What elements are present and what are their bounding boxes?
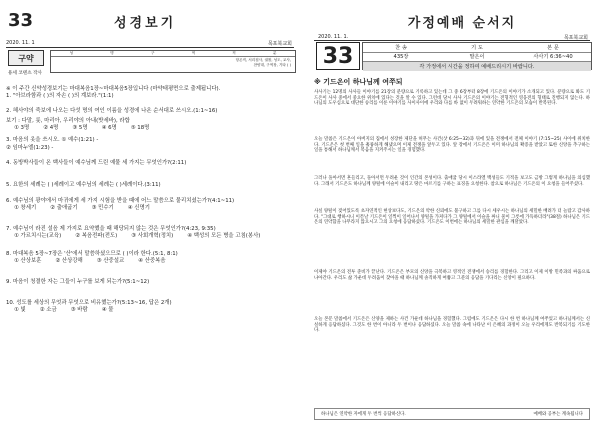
answer-option[interactable]: ③ 사회개혁(정치): [131, 233, 174, 239]
issue-number: 33: [8, 10, 34, 31]
question-item: [6, 160, 296, 167]
answer-option[interactable]: ① 빛: [14, 307, 26, 313]
sermon-paragraph: 사사기는 12명의 사사들 이야기를 21장의 분량으로 기록하고 있는데 그 중 6장부터 8장에 기드온의 이야기가 소개되고 있다. 분량으로 봐도 기드온이 사사 중에서 중요한 위치에 있다는 것을 알 수 있다. 그런데 당시 사사 기드온의 이야기는 전형적인 영웅전의 형태로 진행되지 않는다. 하나님의 도우심으로 대단한 승리를 이룬 이야기를 사이사이에 우리와 다를 바 없이 두려워하는 연약한 기드온의 모습이 반복된다.: [314, 90, 590, 107]
sermon-paragraph: 오늘 본문 말씀에서 기드온은 산양을 제하는 사건 가운데 하나님을 경험했다. 그럼에도 기드온은 다시 한 번 하나님께 여쭈었고 하나님께서는 신실하게 응답하셨다. 그것도 한 번이 아니라 두 번이나 응답하셨다. 오늘 말씀 속에 나타난 이 은혜의 과정이 오늘 우리에게도 반복되기를 기도한다.: [314, 317, 590, 334]
footer-left: 하나님은 연약한 자에게 두 번씩 응답하신다.: [321, 412, 406, 417]
sermon-heading: ※ 기드온이 하나님께 여쭈되: [314, 78, 403, 86]
option-row: [6, 233, 296, 240]
question-text: 8. 마대복음 5장~7장은 '산'에서 말씀하셨으므로 ( )이라 한다.(5:1, 8:1): [6, 251, 178, 257]
table-header: 분: [272, 51, 277, 55]
answer-option[interactable]: ③ 산중설교: [96, 258, 125, 264]
option-row: [6, 125, 296, 132]
answer-option[interactable]: ④ 산중복음: [138, 258, 166, 264]
date: 2020. 11. 1: [6, 40, 35, 46]
table-header: 구: [150, 51, 155, 55]
question-item: [6, 108, 296, 115]
question-text: 6. 예수님의 광야에서 마귀에게 세 가지 시험을 받을 때에 어느 말씀으로 물리치셨는가?(4:1~11): [6, 198, 235, 204]
answer-option[interactable]: ④ 신명기: [127, 205, 150, 211]
sermon-paragraph: 사실 양털이 젖어있도록 초자연적인 현상보다도, 기드온의 약한 신뢰에도 불구하고 그를 다시 세우시는 하나님의 세밀한 배려가 더 놀랍고 감사하다. "그대로 행하시니 이튿날 기드온이 일찍이 일어나서 양털을 가져다가 그 양털에서 이슬을 짜니 물이 그릇에 가득하더라"(38절) 하나님은 기드온의 연약함을 나무라지 않으시고 그의 요청에 응답하셨다. 기드온도 이번에는 하나님의 세밀한 관심을 깨달았다.: [314, 209, 590, 226]
issue-number: 33: [316, 42, 360, 70]
divider: [6, 47, 294, 48]
question-text: 2. 헤사야의 죽보에 나오는 다섯 명의 여인 이름을 성경에 나온 순서대로 쓰시오.(1:1~16): [6, 108, 218, 114]
question-text: 7. 예수님이 라진 설음 제 가지로 요약했을 때 해당되지 않는 것은 무엇인가?(4:23, 9:35): [6, 226, 216, 232]
question-item: [6, 300, 296, 314]
answer-option[interactable]: ④ 물: [101, 307, 114, 313]
answer-option[interactable]: ③ 바람: [70, 307, 88, 313]
question-item: [6, 251, 296, 265]
question-item: [6, 226, 296, 240]
answer-option[interactable]: ① 가르치시는(교육): [14, 233, 62, 239]
prayer-value: 말은이: [469, 54, 485, 61]
page-title: 성경보기: [114, 16, 177, 31]
question-item: [6, 145, 296, 152]
table-note: 각 가정에서 시간을 정하여 예배드리시기 바랍니다.: [419, 63, 535, 70]
question-item: [6, 93, 296, 100]
option-row: [6, 258, 296, 265]
table-row: 찬양대, 구역장, 기타 ( ): [253, 63, 291, 67]
sermon-paragraph: 오늘 말씀은 기드온이 아버지의 집에서 성장한 제단을 허무는 사건(삿 6:25~32)과 뒤에 있을 전쟁에서 전체 이야기 (7:15~25) 사이에 위치한다. 기드온은 첫 번째 일을 훌륭하게 해냈으며 이제 전쟁을 앞두고 있다. 앞 장에서 기드온은 이미 하나님의 확증을 받았고 또한 신앙을 추구하는 일을 통해서 하나님께서 복음을 지켜주시는 일을 경험했다.: [314, 137, 590, 154]
question-item: [6, 182, 296, 189]
table-header: 찬 송: [395, 44, 407, 51]
answer-option[interactable]: ① 창세기: [14, 205, 37, 211]
answer-option[interactable]: ② 출애굽기: [50, 205, 78, 211]
question-text: 1. "아브라함과 ( )의 자손 ( )의 계보라."(1:1): [6, 93, 114, 99]
answer-option[interactable]: ⑤ 18명: [130, 125, 150, 131]
footer-banner: [314, 408, 590, 420]
page-title: 가정예배 순서지: [407, 16, 517, 31]
answer-option[interactable]: ② 소금: [39, 307, 57, 313]
testament-badge: 구약: [8, 50, 44, 66]
question-text: 보기 : 다말, 룻, 마리아, 우리야의 아내(밧세바), 라합: [6, 118, 130, 124]
answer-option[interactable]: ② 4명: [43, 125, 59, 131]
table-header: 기 도: [471, 44, 483, 51]
church-name: 목포북교회: [267, 41, 292, 47]
answer-option[interactable]: ② 산상강해: [55, 258, 83, 264]
answer-option[interactable]: ③ 5명: [72, 125, 88, 131]
question-item: [6, 279, 296, 286]
answer-option[interactable]: ① 3명: [14, 125, 30, 131]
question-item: [6, 137, 296, 144]
question-text: 3. 마음의 옷을 쓰시오. ① 예수(1:21) -: [6, 137, 99, 143]
question-item: [6, 198, 296, 212]
question-text: 10. 성도를 세상의 무엇과 무엇으로 비유했는가?(5:13~16, 답은 2개): [6, 300, 172, 306]
option-row: [6, 307, 296, 314]
answer-option[interactable]: ④ 6명: [101, 125, 117, 131]
date: 2020. 11. 1.: [318, 34, 349, 40]
option-row: [6, 205, 296, 212]
scripture-value: 사사기 6:36~40: [533, 54, 573, 61]
table-header: 본 문: [547, 44, 559, 51]
worship-order-table: [362, 42, 592, 70]
divider: [314, 40, 590, 41]
answer-option[interactable]: ① 산상보훈: [14, 258, 42, 264]
answer-option[interactable]: ③ 민수기: [91, 205, 114, 211]
scope-note: 용세 코텐츠 작사: [8, 71, 42, 76]
worship-order-page: [300, 0, 600, 424]
question-text: 4. 동방박사들이 온 백사들이 예수님께 드린 예물 세 가지는 무엇인가?(2:11): [6, 160, 187, 166]
church-name: 목포북교회: [563, 35, 588, 41]
answer-option[interactable]: ④ 백성의 모든 병을 고침(봉사): [187, 233, 261, 239]
instruction: ※ 이 주간 신약성경보기는 마대복음1장~마대복음5장입니다 (마약태평면으로 출제됩니다).: [6, 86, 221, 92]
answer-option[interactable]: ② 복음전파(전도): [75, 233, 118, 239]
footer-right: 예배와 공부는 계속됩니다: [533, 412, 583, 417]
table-header: 성: [69, 51, 74, 55]
sermon-paragraph: 이제야 기드온의 전투 준비가 끝난다. 기드온은 부모의 신앙을 극복하고 영적인 전쟁에서 승리를 경험한다. 그리고 이제 이방 민족과의 싸움으로 나아간다. 우리도 삶 가운데 두려움이 찾아올 때 하나님께 솔직하게 여쭙고 그분의 응답을 기다리는 신앙이 필요하다.: [314, 270, 590, 281]
question-text: ② 임마누엘(1:23) -: [6, 145, 54, 151]
member-info-table: [50, 50, 296, 73]
table-row: 항존직, 서리집사, 권찰, 성도, 교사,: [235, 58, 291, 62]
sermon-paragraph: 그러나 돌아서면 흔들리고, 돌아서면 두려운 것이 인간의 본성이다. 출애굽 당시 이스라엘 백성들도 기적을 보고도 금방 그렇게 하나님을 의심했다. 그래서 기드온도 하나님께 양털에 이슬이 내리고 땅은 마르기를 구하는 표징을 요청한다. 참으로 하나님은 기드온의 이 요청을 들어주셨다.: [314, 176, 590, 187]
question-text: 9. 마음이 청결한 자는 그들이 누구를 보게 되는가?(5:1~12): [6, 279, 150, 285]
table-header: 직: [232, 51, 236, 55]
table-header: 명: [110, 51, 114, 55]
hymn-value: 435장: [393, 54, 409, 61]
question-text: 5. 요한의 세례는 ( )세례이고 예수님의 세례는 ( )세례이다.(3:11): [6, 182, 161, 188]
table-header: 역: [191, 51, 196, 55]
question-item: [6, 118, 296, 132]
